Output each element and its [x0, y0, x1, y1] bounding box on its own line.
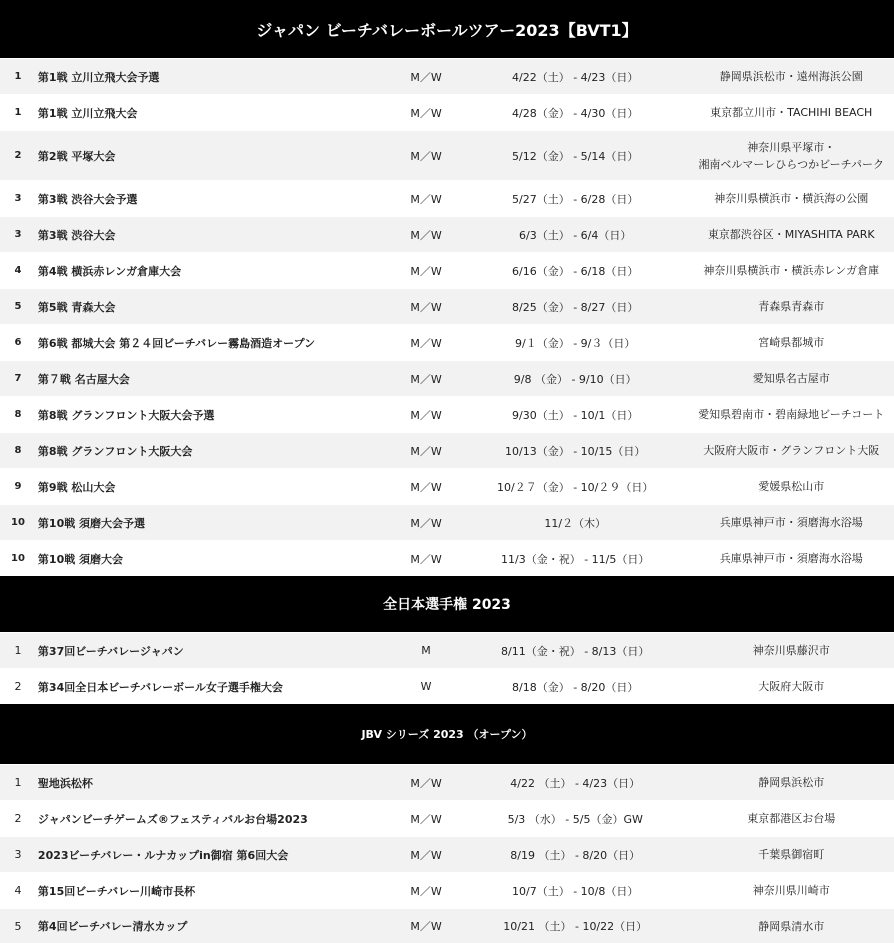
event-location: 東京都渋谷区・MIYASHITA PARK	[707, 228, 875, 241]
table-row	[0, 432, 894, 468]
table-row	[0, 468, 894, 504]
category: M／W	[410, 480, 442, 494]
event-date: 10/7（土） - 10/8（日）	[512, 884, 639, 898]
category: M／W	[410, 812, 442, 826]
table-row	[0, 324, 894, 360]
table-row	[0, 872, 894, 908]
table-row	[0, 288, 894, 324]
event-date: 9/１（金） - 9/３（日）	[515, 336, 636, 350]
bvt1-section-header	[0, 0, 894, 58]
round-number: 4	[14, 265, 22, 276]
event-name: 聖地浜松杯	[37, 776, 93, 790]
round-number: 3	[14, 229, 22, 240]
table-row	[0, 540, 894, 576]
round-number: 7	[14, 373, 22, 384]
event-location: 東京都立川市・TACHIHI BEACH	[710, 106, 873, 119]
event-location: 神奈川県川崎市	[752, 884, 830, 897]
category: M／W	[410, 444, 442, 458]
event-date: 9/8 （金） - 9/10（日）	[513, 372, 637, 386]
event-date: 8/11（金・祝） - 8/13（日）	[501, 644, 650, 658]
event-location: 東京都港区お台場	[747, 812, 836, 825]
category: M／W	[410, 228, 442, 242]
event-location: 兵庫県神戸市・須磨海水浴場	[719, 552, 863, 565]
table-row	[0, 632, 894, 668]
category: M	[421, 644, 431, 657]
event-location: 神奈川県藤沢市	[752, 644, 830, 657]
event-name: 第5戦 青森大会	[37, 300, 116, 314]
event-name: 第6戦 都城大会 第２４回ビーチバレー霧島酒造オープン	[37, 336, 316, 350]
category: M／W	[410, 552, 442, 566]
event-date: 10/２７（金） - 10/２９（日）	[497, 480, 654, 494]
round-number: 5	[14, 919, 22, 933]
table-row	[0, 908, 894, 943]
event-location: 愛知県碧南市・碧南緑地ビーチコート	[698, 408, 885, 421]
category: M／W	[410, 336, 442, 350]
event-date: 8/25（金） - 8/27（日）	[512, 300, 639, 314]
event-location: 静岡県浜松市	[758, 776, 825, 789]
jbv-title: JBV シリーズ 2023 （オープン）	[361, 728, 533, 741]
event-date: 5/12（金） - 5/14（日）	[512, 149, 639, 163]
round-number: 10	[11, 553, 25, 564]
table-row	[0, 252, 894, 288]
event-date: 10/13（金） - 10/15（日）	[505, 444, 646, 458]
category: M／W	[410, 149, 442, 163]
category: M／W	[410, 70, 442, 84]
round-number: 1	[14, 644, 22, 657]
event-name: 2023ビーチバレー・ルナカップin御宿 第6回大会	[37, 848, 289, 862]
event-location: 千葉県御宿町	[758, 848, 825, 861]
category: M／W	[410, 264, 442, 278]
event-location: 兵庫県神戸市・須磨海水浴場	[719, 516, 863, 529]
category: M／W	[410, 408, 442, 422]
event-date: 9/30（土） - 10/1（日）	[512, 408, 639, 422]
event-date: 6/3（土） - 6/4（日）	[519, 228, 632, 242]
event-name: 第10戦 須磨大会予選	[37, 516, 146, 530]
table-row	[0, 504, 894, 540]
event-name: 第4戦 横浜赤レンガ倉庫大会	[37, 264, 182, 278]
table-row	[0, 800, 894, 836]
category: M／W	[410, 920, 442, 933]
category: M／W	[410, 372, 442, 386]
round-number: 2	[14, 812, 22, 825]
round-number: 10	[11, 517, 25, 528]
event-name: 第37回ビーチバレージャパン	[37, 644, 184, 658]
event-name: 第3戦 渋谷大会予選	[37, 192, 138, 206]
event-location: 大阪府大阪市・グランフロント大阪	[703, 444, 880, 457]
table-row	[0, 396, 894, 432]
round-number: 1	[14, 71, 22, 82]
table-row	[0, 58, 894, 94]
round-number: 4	[14, 884, 22, 897]
event-date: 8/18（金） - 8/20（日）	[512, 680, 639, 694]
event-name: 第9戦 松山大会	[37, 480, 116, 494]
round-number: 1	[14, 776, 22, 789]
event-date: 6/16（金） - 6/18（日）	[512, 264, 639, 278]
event-date: 10/21 （土） - 10/22（日）	[503, 920, 648, 933]
table-row	[0, 764, 894, 800]
bvt1-title: ジャパン ビーチバレーボールツアー2023【BVT1】	[256, 20, 638, 40]
round-number: 8	[14, 445, 22, 456]
table-row	[0, 180, 894, 216]
category: M／W	[410, 106, 442, 120]
category: M／W	[410, 516, 442, 530]
round-number: 2	[14, 150, 22, 161]
event-location: 宮崎県都城市	[758, 336, 825, 349]
event-date: 4/22 （土） - 4/23（日）	[510, 776, 641, 790]
round-number: 1	[14, 107, 22, 118]
jbv-section-header	[0, 704, 894, 764]
round-number: 3	[14, 848, 22, 861]
event-location: 愛媛県松山市	[758, 480, 825, 493]
event-name: 第8戦 グランフロント大阪大会	[37, 444, 193, 458]
category: M／W	[410, 884, 442, 898]
event-name: 第15回ビーチバレー川崎市長杯	[37, 884, 196, 898]
event-name: 第2戦 平塚大会	[37, 149, 116, 163]
table-row	[0, 668, 894, 704]
event-location: 愛知県名古屋市	[752, 372, 830, 385]
table-row	[0, 94, 894, 130]
table-row	[0, 130, 894, 180]
event-location-line2: 湘南ベルマーレひらつかビーチパーク	[698, 157, 885, 171]
event-location: 静岡県浜松市・遠州海浜公園	[719, 70, 863, 83]
event-date: 4/22（土） - 4/23（日）	[512, 70, 639, 84]
round-number: 2	[14, 680, 22, 693]
event-date: 11/２（木）	[544, 516, 607, 530]
event-name: 第７戦 名古屋大会	[37, 372, 130, 386]
event-date: 8/19 （土） - 8/20（日）	[510, 848, 641, 862]
event-name: 第8戦 グランフロント大阪大会予選	[37, 408, 215, 422]
event-name: ジャパンビーチゲームズ®フェスティバルお台場2023	[37, 812, 308, 826]
round-number: 3	[14, 193, 22, 204]
event-name: 第1戦 立川立飛大会予選	[37, 70, 160, 84]
event-location	[688, 139, 894, 173]
event-location: 大阪府大阪市	[758, 680, 825, 693]
event-date: 11/3（金・祝） - 11/5（日）	[501, 552, 650, 566]
table-row	[0, 216, 894, 252]
category: M／W	[410, 848, 442, 862]
table-row	[0, 360, 894, 396]
event-date: 5/27（土） - 6/28（日）	[512, 192, 639, 206]
event-name: 第34回全日本ビーチバレーボール女子選手権大会	[37, 680, 283, 694]
category: M／W	[410, 776, 442, 790]
alljapan-section-header	[0, 576, 894, 632]
round-number: 8	[14, 409, 22, 420]
event-date: 5/3 （水） - 5/5（金）GW	[507, 812, 643, 826]
event-date: 4/28（金） - 4/30（日）	[512, 106, 639, 120]
event-name: 第10戦 須磨大会	[37, 552, 124, 566]
event-name: 第4回ビーチバレー清水カップ	[37, 920, 188, 933]
event-location: 神奈川県横浜市・横浜赤レンガ倉庫	[703, 264, 880, 277]
round-number: 6	[14, 337, 22, 348]
table-row	[0, 836, 894, 872]
event-name: 第3戦 渋谷大会	[37, 228, 116, 242]
event-location: 静岡県清水市	[758, 919, 825, 933]
alljapan-title: 全日本選手権 2023	[383, 597, 511, 613]
round-number: 5	[14, 301, 22, 312]
category: W	[420, 680, 432, 693]
category: M／W	[410, 300, 442, 314]
round-number: 9	[14, 481, 22, 492]
event-location-line1: 神奈川県平塚市・	[747, 140, 836, 154]
event-location: 神奈川県横浜市・横浜海の公園	[714, 192, 869, 205]
event-name: 第1戦 立川立飛大会	[37, 106, 138, 120]
category: M／W	[410, 192, 442, 206]
event-location: 青森県青森市	[758, 300, 825, 313]
